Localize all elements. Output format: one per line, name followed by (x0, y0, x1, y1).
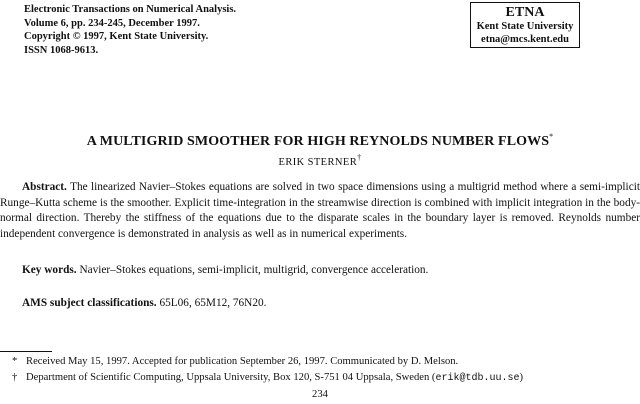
footnote-mark-star: * (12, 356, 18, 367)
footnote-received (12, 356, 458, 367)
footnote-mark-dagger: † (12, 372, 18, 383)
abstract-text: The linearized Navier–Stokes equations are solved in two space dimensions using a multigrid method where a semi-implicit Runge–Kutta scheme is the smoother. Explicit time-integration in the streamwise direction is combined with implicit integration in the body-normal direction. Thereby the stiffness of the equations due to the disparate scales in the boundary layer is removed. Reynolds number independent convergence is demonstrated in analysis as well as in numerical experiments. (0, 181, 640, 240)
footnote-received-text: Received May 15, 1997. Accepted for publication September 26, 1997. Communicated by D. Melson. (26, 356, 459, 367)
title-footnote-mark: * (549, 132, 554, 141)
etna-university: Kent State University (476, 21, 574, 32)
journal-issn: ISSN 1068-9613. (24, 44, 99, 56)
author-footnote-mark: † (357, 153, 362, 162)
page-number: 234 (312, 389, 328, 400)
footnote-divider (0, 351, 52, 352)
journal-volume: Volume 6, pp. 234-245, December 1997. (24, 17, 200, 29)
ams-text: 65L06, 65M12, 76N20. (159, 297, 267, 309)
ams-label: AMS subject classifications. (22, 297, 157, 309)
footnote-affiliation (12, 372, 523, 384)
journal-header (24, 3, 236, 57)
abstract (0, 180, 640, 242)
paper-author (0, 153, 640, 168)
keywords-text: Navier–Stokes equations, semi-implicit, multigrid, convergence acceleration. (79, 264, 429, 276)
journal-name: Electronic Transactions on Numerical Analysis. (24, 4, 237, 15)
footnote-close-paren: ) (519, 372, 524, 383)
etna-title: ETNA (505, 5, 545, 20)
abstract-label: Abstract. (22, 181, 67, 193)
keywords-label: Key words. (22, 264, 77, 276)
paper-title-text: A MULTIGRID SMOOTHER FOR HIGH REYNOLDS NUMBER FLOWS (86, 134, 550, 149)
author-name: ERIK STERNER (278, 157, 358, 168)
keywords (22, 264, 428, 276)
ams-classifications (22, 297, 266, 309)
author-email: erik@tdb.uu.se (435, 373, 520, 384)
etna-email: etna@mcs.kent.edu (481, 34, 569, 45)
etna-box (470, 2, 580, 48)
footnote-affiliation-text: Department of Scientific Computing, Uppsala University, Box 120, S-751 04 Uppsala, Sweden ( (26, 372, 436, 383)
journal-copyright: Copyright © 1997, Kent State University. (24, 31, 209, 42)
paper-title (0, 132, 640, 150)
